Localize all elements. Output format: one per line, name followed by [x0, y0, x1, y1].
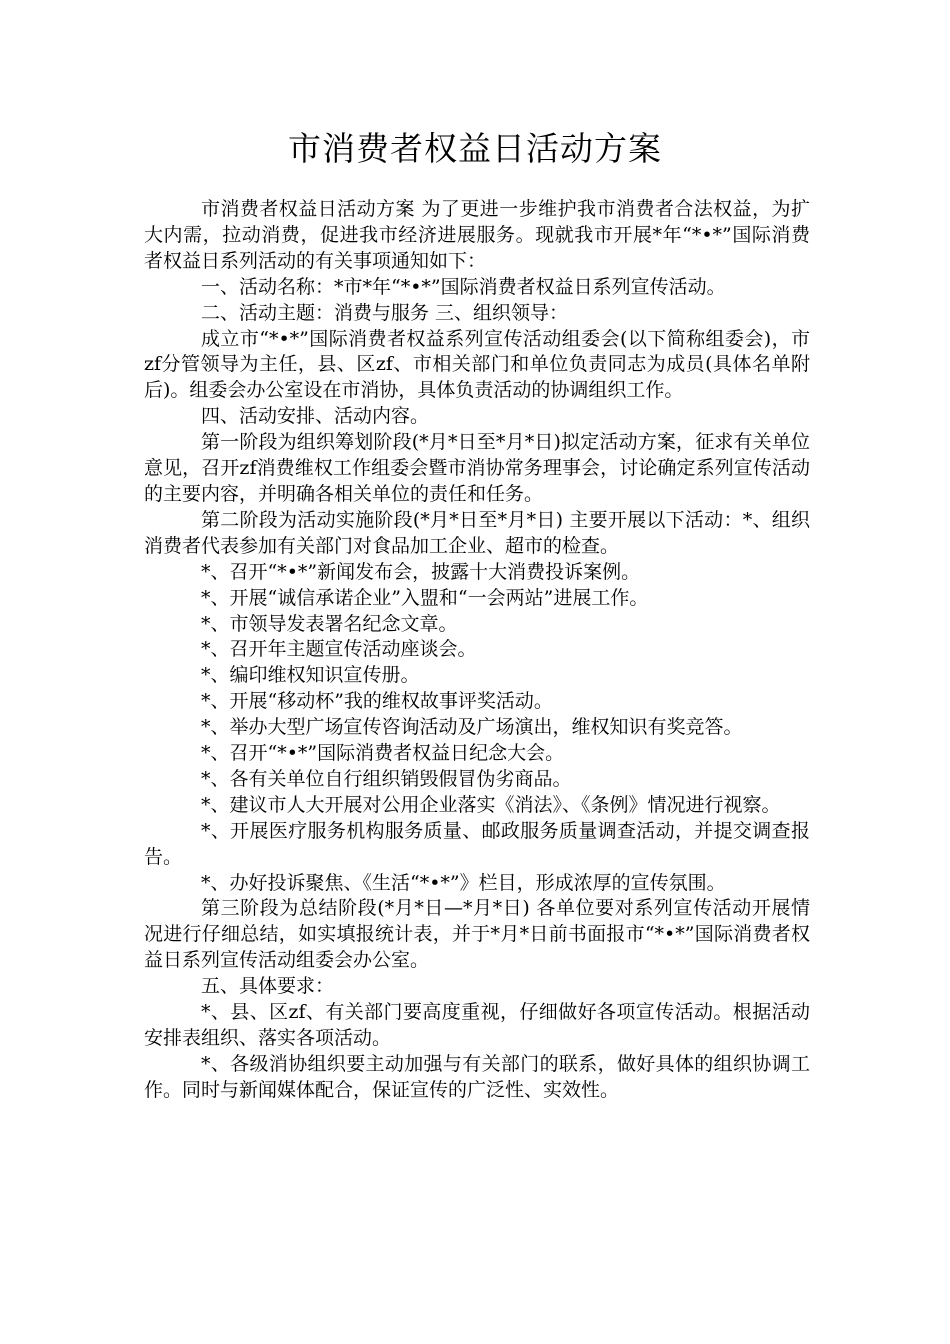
- paragraph-stage-three: 第三阶段为总结阶段(*月*日—*月*日) 各单位要对系列宣传活动开展情况进行仔细总结，如实填报统计表，并于*月*日前书面报市“*•*”国际消费者权益日系列宣传活动组委会办公室。: [144, 897, 810, 972]
- paragraph-theme-leadership: 二、活动主题：消费与服务 三、组织领导：: [201, 301, 569, 324]
- list-item: *、各级消协组织要主动加强与有关部门的联系，做好具体的组织协调工作。同时与新闻媒体配合，保证宣传的广泛性、实效性。: [144, 1052, 810, 1101]
- list-item: *、开展“诚信承诺企业”入盟和“一会两站”进展工作。: [201, 586, 649, 609]
- list-item: *、开展医疗服务机构服务质量、邮政服务质量调查活动，并提交调查报告。: [144, 819, 810, 868]
- list-item: *、召开“*•*”新闻发布会，披露十大消费投诉案例。: [201, 560, 641, 583]
- list-item: *、召开年主题宣传活动座谈会。: [201, 638, 477, 661]
- paragraph-activity-name: 一、活动名称：*市*年“*•*”国际消费者权益日系列宣传活动。: [201, 275, 726, 298]
- paragraph-stage-two: 第二阶段为活动实施阶段(*月*日至*月*日) 主要开展以下活动：*、组织消费者代表参加有关部门对食品加工企业、超市的检查。: [144, 508, 810, 557]
- list-item: *、各有关单位自行组织销毁假冒伪劣商品。: [201, 767, 572, 790]
- list-item: *、开展“移动杯”我的维权故事评奖活动。: [201, 690, 553, 713]
- document-title: 市消费者权益日活动方案: [288, 129, 662, 168]
- paragraph-requirements-heading: 五、具体要求：: [201, 975, 335, 998]
- paragraph-arrangements-heading: 四、活动安排、活动内容。: [201, 405, 430, 428]
- list-item: *、县、区zf、有关部门要高度重视，仔细做好各项宣传活动。根据活动安排表组织、落实各项活动。: [144, 1001, 810, 1049]
- list-item: *、举办大型广场宣传咨询活动及广场演出，维权知识有奖竞答。: [201, 716, 743, 739]
- list-item: *、召开“*•*”国际消费者权益日纪念大会。: [201, 742, 565, 765]
- paragraph-intro: 市消费者权益日活动方案 为了更进一步维护我市消费者合法权益，为扩大内需，拉动消费，促进我市经济进展服务。现就我市开展*年“*•*”国际消费者权益日系列活动的有关事项通知如下：: [144, 198, 810, 272]
- list-item: *、建议市人大开展对公用企业落实《消法》、《条例》情况进行视察。: [201, 793, 781, 816]
- paragraph-stage-one: 第一阶段为组织筹划阶段(*月*日至*月*日)拟定活动方案，征求有关单位意见，召开zf消费维权工作组委会暨市消协常务理事会，讨论确定系列宣传活动的主要内容，并明确各相关单位的责任和任务。: [144, 431, 810, 505]
- list-item: *、市领导发表署名纪念文章。: [201, 612, 458, 635]
- document-body: [144, 197, 810, 1104]
- paragraph-committee: 成立市“*•*”国际消费者权益系列宣传活动组委会(以下简称组委会)，市zf分管领导为主任，县、区zf、市相关部门和单位负责同志为成员(具体名单附后)。组委会办公室设在市消协，具体负责活动的协调组织工作。: [144, 327, 810, 402]
- list-item: *、办好投诉聚焦、《生活“*•*”》栏目，形成浓厚的宣传氛围。: [201, 871, 726, 894]
- list-item: *、编印维权知识宣传册。: [201, 664, 420, 687]
